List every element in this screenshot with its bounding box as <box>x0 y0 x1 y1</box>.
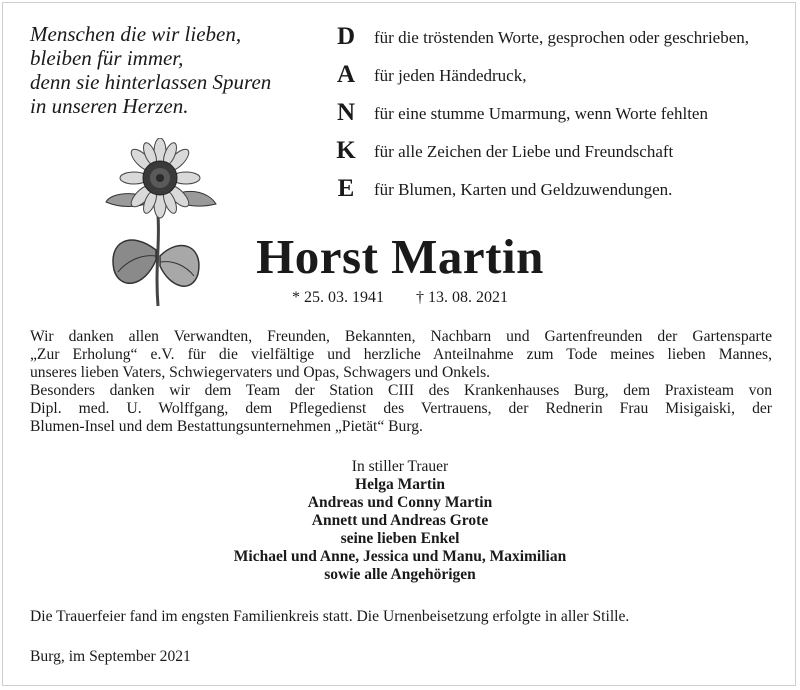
thanks-line: Blumen-Insel und dem Bestattungsunternehmen „Pietät“ Burg. <box>30 418 423 435</box>
birth-date: * 25. 03. 1941 <box>292 289 384 306</box>
ceremony-note: Die Trauerfeier fand im engsten Familienkreis statt. Die Urnenbeisetzung erfolgte in aller Stille. <box>30 608 630 625</box>
mourner-name: Michael und Anne, Jessica und Manu, Maximilian <box>233 548 567 565</box>
danke-letter: K <box>336 137 356 164</box>
place-date: Burg, im September 2021 <box>30 648 191 665</box>
thanks-line: unseres lieben Vaters, Schwiegervaters und Opas, Schwagers und Onkels. <box>30 364 491 381</box>
danke-letter: A <box>336 61 356 88</box>
mourners-intro: In stiller Trauer <box>351 458 449 475</box>
danke-text: für jeden Händedruck, <box>374 66 527 85</box>
thanks-line: Besonders danken wir dem Team der Station CIII des Krankenhauses Burg, dem Praxisteam von <box>30 382 772 399</box>
deceased-name: Horst Martin <box>256 229 544 284</box>
poem-line: in unseren Herzen. <box>30 94 189 118</box>
life-dates <box>0 288 800 308</box>
thanks-text <box>30 328 772 436</box>
danke-letter: E <box>337 175 355 202</box>
danke-text: für alle Zeichen der Liebe und Freundschaft <box>374 142 674 161</box>
thanks-line: „Zur Erholung“ e.V. für die vielfältige und herzliche Anteilnahme zum Tode meines lieben Mannes, <box>30 346 772 363</box>
mourner-name: sowie alle Angehörigen <box>324 566 476 583</box>
mourners <box>0 458 800 584</box>
sunflower-icon <box>100 138 230 308</box>
mourner-name: seine lieben Enkel <box>340 530 460 547</box>
danke-letter: D <box>336 23 356 50</box>
poem-line: denn sie hinterlassen Spuren <box>30 70 272 94</box>
death-date: † 13. 08. 2021 <box>416 289 508 306</box>
poem-line: bleiben für immer, <box>30 46 184 70</box>
mourner-name: Helga Martin <box>355 476 445 493</box>
thanks-line: Wir danken allen Verwandten, Freunden, Bekannten, Nachbarn und Gartenfreunden der Gartensparte <box>30 328 772 345</box>
poem-line: Menschen die wir lieben, <box>30 22 242 46</box>
danke-letter: N <box>336 99 356 126</box>
danke-text: für eine stumme Umarmung, wenn Worte fehlten <box>374 104 708 123</box>
mourner-name: Annett und Andreas Grote <box>311 512 489 529</box>
danke-text: für die tröstenden Worte, gesprochen oder geschrieben, <box>374 28 750 47</box>
danke-text: für Blumen, Karten und Geldzuwendungen. <box>374 180 673 199</box>
mourner-name: Andreas und Conny Martin <box>307 494 493 511</box>
poem <box>30 22 271 118</box>
thanks-line: Dipl. med. U. Wolffgang, dem Pflegedienst des Vertrauens, der Rednerin Frau Misigaiski, der <box>30 400 772 417</box>
